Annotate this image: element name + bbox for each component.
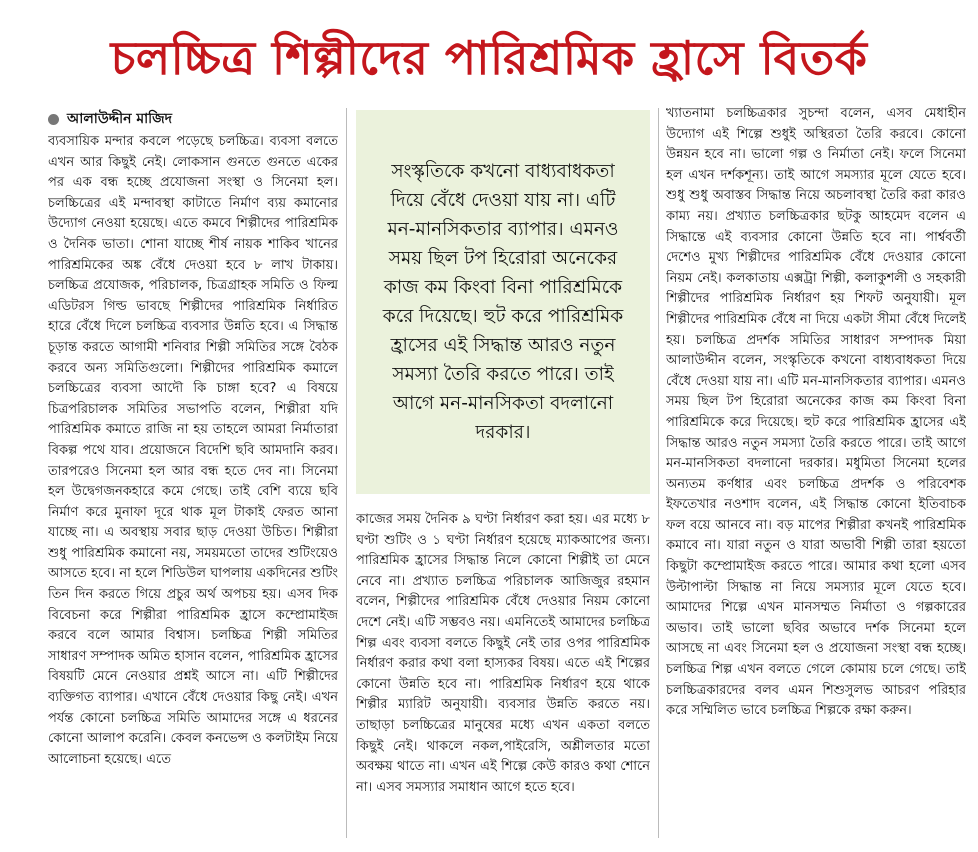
column-2-text: কাজের সময় দৈনিক ৯ ঘণ্টা নির্ধারণ করা হয়। এর মধ্যে ৮ ঘণ্টা শুটিং ও ১ ঘণ্টা নির্ধারণ হয়েছে ম্যাকআপের জন্য। পারিশ্রমিক হ্রাসের সিদ্ধান্ত নিলে কোনো শিল্পীই তা মেনে নেবে না। প্রখ্যাত চলচ্চিত্র পরিচালক আজিজুর রহমান বলেন, শিল্পীদের পারিশ্রমিক বেঁধে দেওয়ার নিয়ম কোনো দেশে নেই। এটি সম্ভবও নয়। এমনিতেই আমাদের চলচ্চিত্র শিল্প এবং ব্যবসা বলতে কিছুই নেই তার ওপর পারিশ্রমিক নির্ধারণ করার কথা বলা হাস্যকর বিষয়। এতে এই শিল্পের কোনো উন্নতি হবে না। পারিশ্রমিক নির্ধারণ হয়ে থাকে শিল্পীর ম্যারিট অনুযায়ী। ব্যবসার উন্নতি করতে নয়। তাছাড়া চলচ্চিত্রের মানুষের মধ্যে এখন একতা বলতে কিছুই নেই। থাকলে নকল,পাইরেসি, অশ্লীলতার মতো অবক্ষয় থাতে না। এখন এই শিল্পে কেউ কারও কথা শোনে না। এসব সমস্যার সমাধান আগে হতে হবে। (356, 512, 650, 795)
pull-quote-box (356, 110, 650, 494)
column-3-text: খ্যাতনামা চলচ্চিত্রকার সুচন্দা বলেন, এসব মেধাহীন উদ্যোগ এই শিল্পে শুধুই অস্থিরতা তৈরি করবে। কোনো উন্নয়ন হবে না। ভালো গল্প ও নির্মাতা নেই। ফলে সিনেমা হল এখন দর্শকশূন্য। তাই আগে সমস্যার মূলে যেতে হবে। শুধু শুধু অবাস্তব সিদ্ধান্ত নিয়ে অচলাবস্থা তৈরি করা কারও কাম্য নয়। প্রখ্যাত চলচ্চিত্রকার ছটকু আহমেদ বলেন এ সিদ্ধান্তে এই ব্যবসার কোনো উন্নতি হবে না। পার্শ্ববর্তী দেশেও মুখ্য শিল্পীদের পারিশ্রমিক বেঁধে দেওয়ার কোনো নিয়ম নেই। কলকাতায় এক্সট্রা শিল্পী, কলাকুশলী ও সহকারী শিল্পীদের পারিশ্রমিক নির্ধারণ হয় শিফট অনুযায়ী। মূল শিল্পীদের পারিশ্রমিক বেঁধে না দিয়ে একটা সীমা বেঁধে দিলেই হয়। চলচ্চিত্র প্রদর্শক সমিতির সাধারণ সম্পাদক মিয়া আলাউদ্দীন বলেন, সংস্কৃতিকে কখনো বাধ্যবাধকতা দিয়ে বেঁধে দেওয়া যায় না। এটি মন-মানসিকতার ব্যাপার। এমনও সময় ছিল টপ হিরোরা অনেকের কাজ কম কিংবা বিনা পারিশ্রমিকে করে দিয়েছে। হুট করে পারিশ্রমিক হ্রাসের এই সিদ্ধান্ত আরও নতুন সমস্যা তৈরি করতে পারে। তাই আগে মন-মানসিকতা বদলানো দরকার। মধুমিতা সিনেমা হলের অন্যতম কর্ণধার এবং চলচ্চিত্র প্রদর্শক ও পরিবেশক ইফতেখার নওশাদ বলেন, এই সিদ্ধান্ত কোনো ইতিবাচক ফল বয়ে আনবে না। বড় মাপের শিল্পীরা কখনই পারিশ্রমিক কমাবে না। যারা নতুন ও যারা অভাবী শিল্পী তারা হয়তো কিছুটা কম্প্রোমাইজ করতে পারে। আমার কথা হলো এসব উল্টাপাল্টা সিদ্ধান্ত না নিয়ে সমস্যার মূলে যেতে হবে। আমাদের শিল্পে এখন মানসম্মত নির্মাতা ও গল্পকারের অভাব। তাই ভালো ছবির অভাবে দর্শক সিনেমা হলে আসছে না এবং সিনেমা হল ও প্রযোজনা সংস্থা বন্ধ হচ্ছে। চলচ্চিত্র শিল্প এখন বলতে গেলে কোমায় চলে গেছে। তাই চলচ্চিত্রকারদের বলব এমন শিশুসুলভ আচরণ পরিহার করে সম্মিলিত ভাবে চলচ্চিত্র শিল্পকে রক্ষা করুন। (666, 106, 966, 719)
column-divider (658, 108, 659, 838)
pull-quote-text: সংস্কৃতিকে কখনো বাধ্যবাধকতা দিয়ে বেঁধে দেওয়া যায় না। এটি মন-মানসিকতার ব্যাপার। এমনও সময় ছিল টপ হিরোরা অনেকের কাজ কম কিংবা বিনা পারিশ্রমিকে করে দিয়েছে। হুট করে পারিশ্রমিক হ্রাসের এই সিদ্ধান্ত আরও নতুন সমস্যা তৈরি করতে পারে। তাই আগে মন-মানসিকতা বদলানো দরকার। (382, 161, 624, 443)
article-column-1 (48, 108, 338, 838)
column-divider (346, 108, 347, 838)
byline (48, 108, 338, 130)
column-1-text: ব্যবসায়িক মন্দার কবলে পড়েছে চলচ্চিত্র। ব্যবসা বলতে এখন আর কিছুই নেই। লোকসান গুনতে গুনতে একের পর এক বন্ধ হচ্ছে প্রযোজনা সংস্থা ও সিনেমা হল। চলচ্চিত্রের এই মন্দাবস্থা কাটাতে নির্মাণ ব্যয় কমানোর উদ্যোগ নেওয়া হয়েছে। এতে কমবে শিল্পীদের পারিশ্রমিক ও দৈনিক ভাতা। শোনা যাচ্ছে শীর্ষ নায়ক শাকিব খানের পারিশ্রমিকের অঙ্ক বেঁধে দেওয়া হবে ৮ লাখ টাকায়। চলচ্চিত্র প্রযোজক, পরিচালক, চিত্রগ্রাহক সমিতি ও ফিল্ম এডিটরস গিল্ড ভাবছে শিল্পীদের পারিশ্রমিক নির্ধারিত হারে বেঁধে দিলে চলচ্চিত্র ব্যবসার উন্নতি হবে। এ সিদ্ধান্ত চূড়ান্ত করতে আগামী শনিবার শিল্পী সমিতির সঙ্গে বৈঠক করবে অন্য সমিতিগুলো। শিল্পীদের পারিশ্রমিক কমালে চলচ্চিত্রের ব্যবসা আদৌ কি চাঙ্গা হবে? এ বিষয়ে চিত্রপরিচালক সমিতির সভাপতি বলেন, শিল্পীরা যদি পারিশ্রমিক কমাতে রাজি না হয় তাহলে আমরা নির্মাতারা বিকল্প পথে যাব। প্রয়োজনে বিদেশি ছবি আমদানি করব। তারপরেও সিনেমা হল আর বন্ধ হতে দেব না। সিনেমা হল উদ্বেগজনকহারে কমে গেছে। তাই বেশি ব্যয়ে ছবি নির্মাণ করে মুনাফা দূরে থাক মূল টাকাই ফেরত আনা যাচ্ছে না। এ অবস্থায় সবার ছাড় দেওয়া উচিত। শিল্পীরা শুধু পারিশ্রমিক কমানো নয়, সময়মতো তাদের শুটিংয়েও আসতে হবে। না হলে শিডিউল ঘাপলায় একদিনের শুটিং তিন দিন করতে গিয়ে প্রচুর অর্থ অপচয় হয়। এসব দিক বিবেচনা করে শিল্পীরা পারিশ্রমিক হ্রাসে কম্প্রোমাইজ করবে বলে আমার বিশ্বাস। চলচ্চিত্র শিল্পী সমিতির সাধারণ সম্পাদক অমিত হাসান বলেন, পারিশ্রমিক হ্রাসের বিষয়টি মেনে নেওয়ার প্রশ্নই আসে না। এটি শিল্পীদের ব্যক্তিগত ব্যাপার। এখানে বেঁধে দেওয়ার কিছু নেই। এখন পর্যন্ত কোনো চলচ্চিত্র সমিতি আমাদের সঙ্গে এ ধরনের কোনো আলাপ করেনি। কেবল কনভেন্স ও কলটাইম নিয়ে আলোচনা হয়েছে। এতে (48, 134, 338, 767)
author-name: আলাউদ্দীন মাজিদ (67, 111, 173, 127)
bullet-icon (48, 114, 59, 125)
article-column-2 (356, 510, 650, 840)
article-column-3 (666, 104, 966, 840)
headline: চলচ্চিত্র শিল্পীদের পারিশ্রমিক হ্রাসে বিতর্ক (110, 31, 868, 85)
